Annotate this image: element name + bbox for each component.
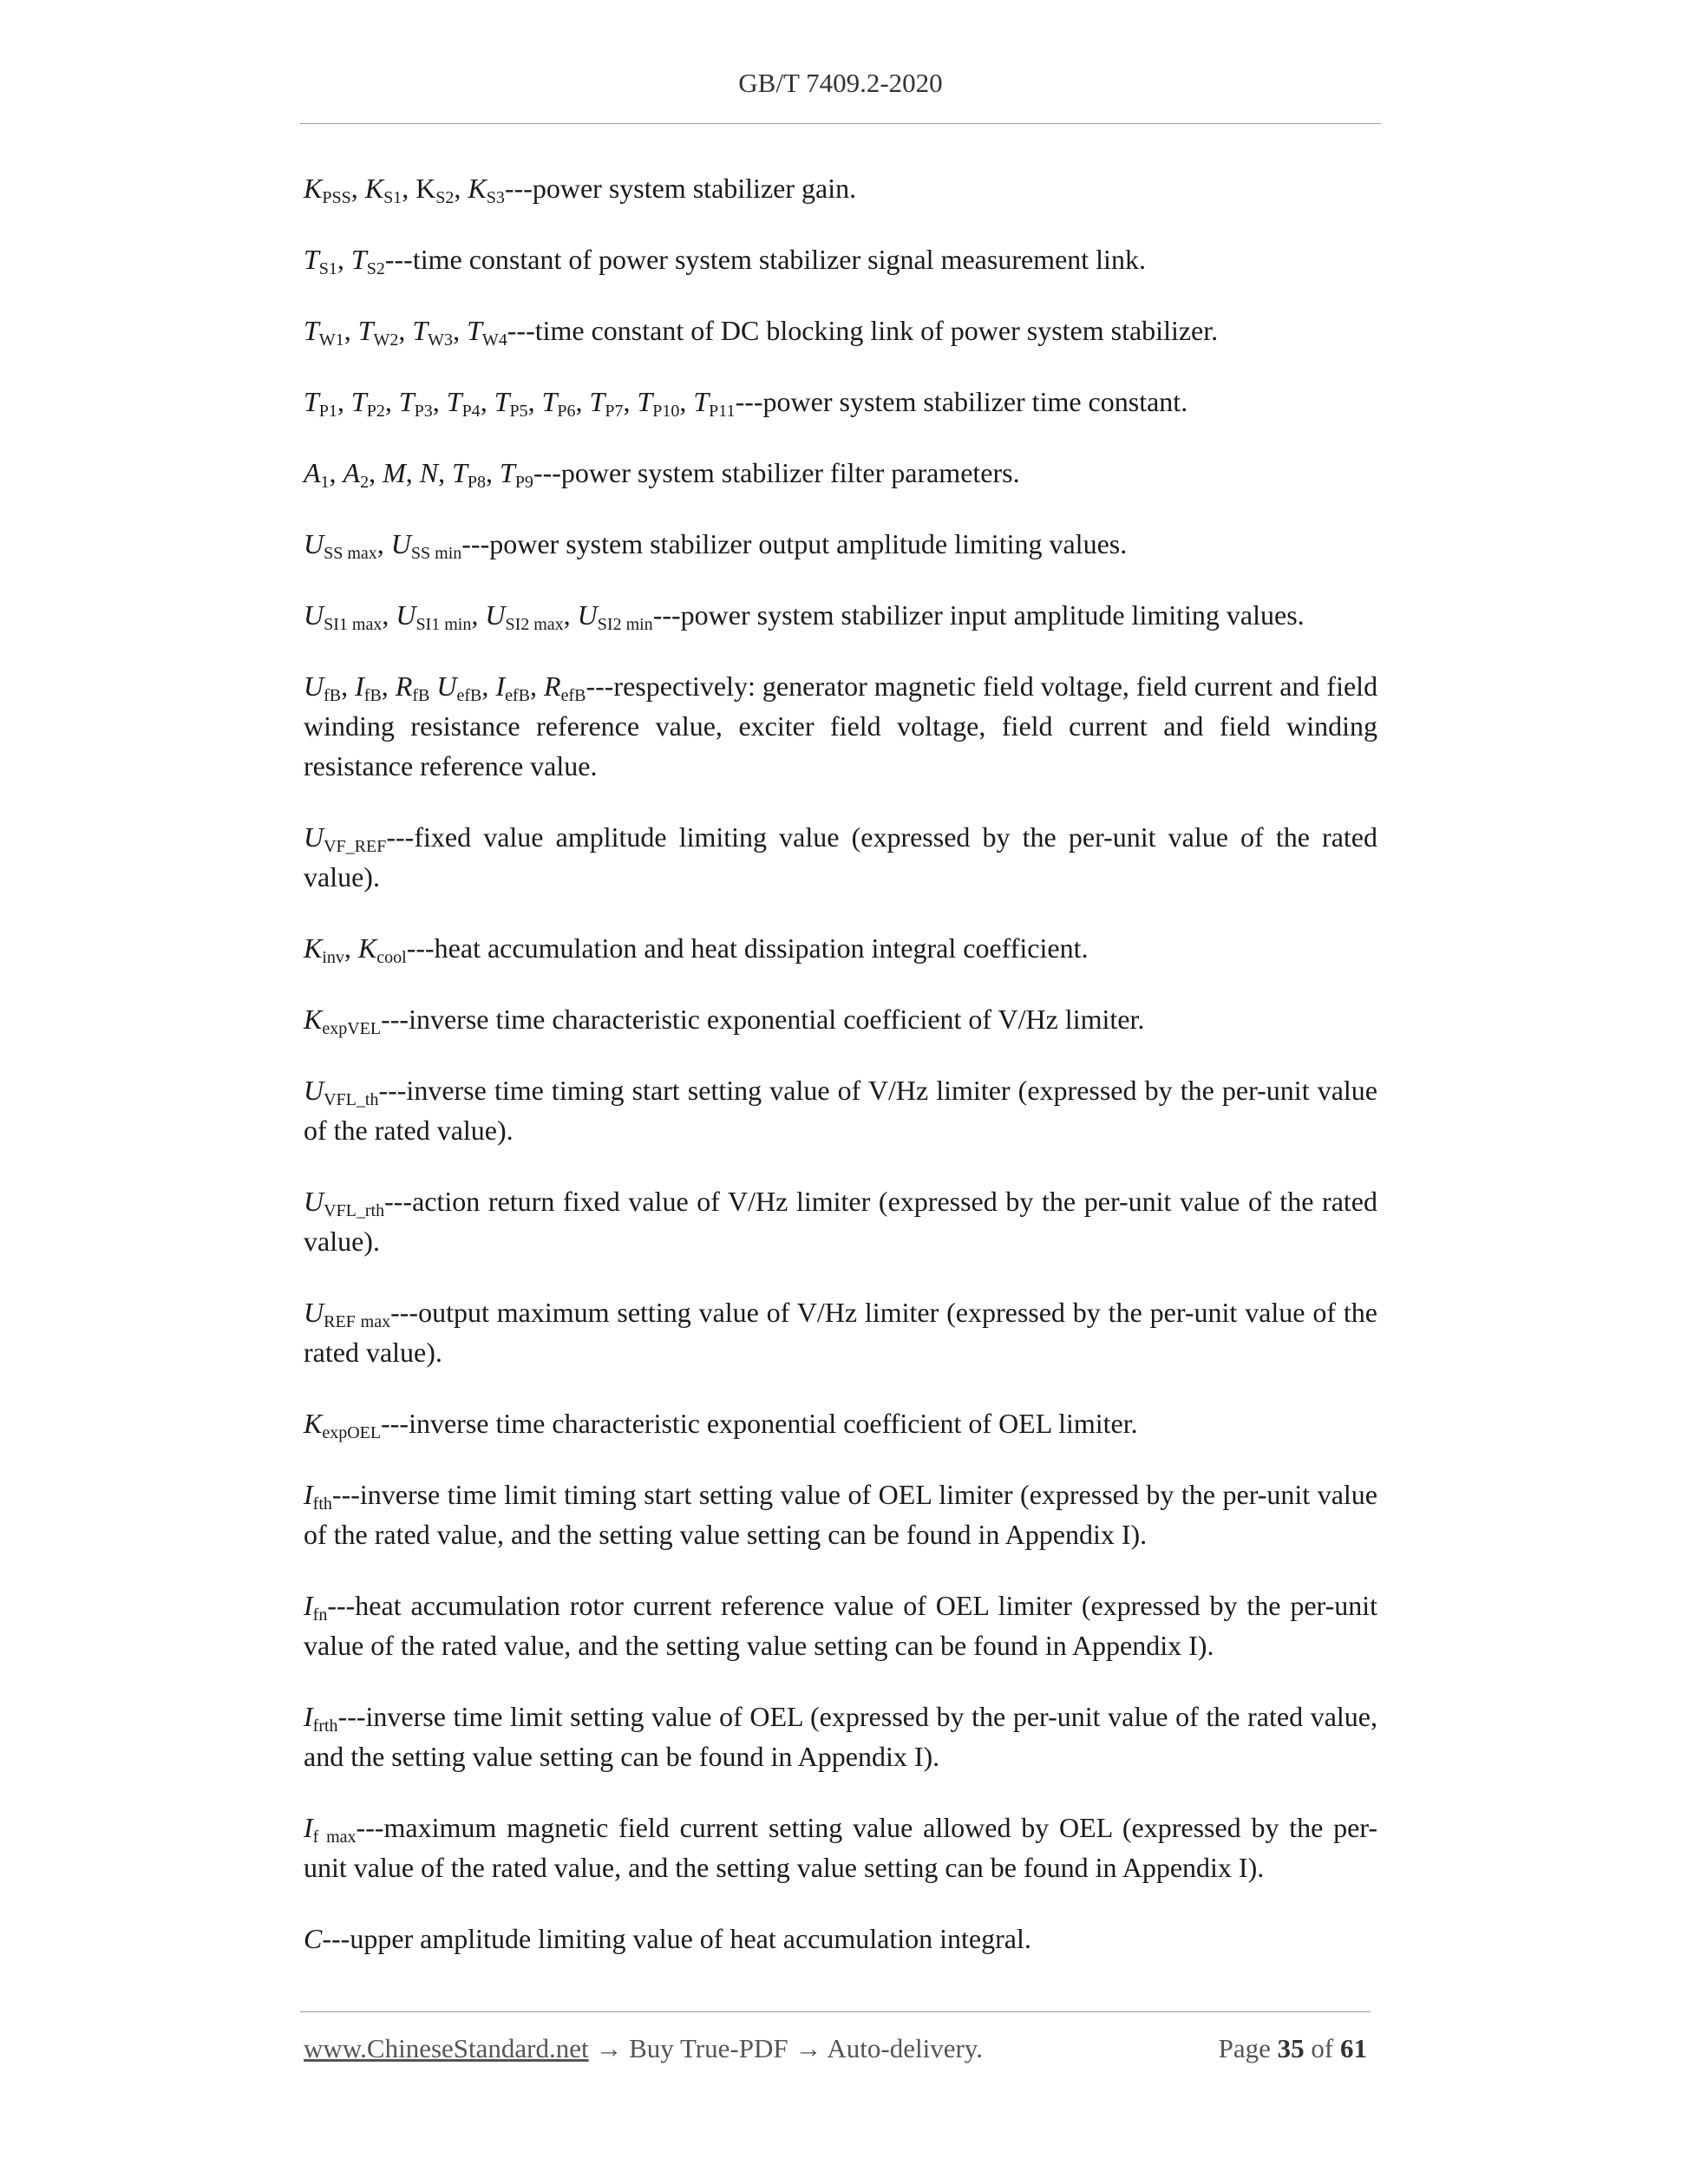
symbol-definition [304,1919,1377,1958]
symbol-subscript: fB [324,686,342,705]
symbol-subscript: W4 [481,330,507,350]
symbol [412,315,454,350]
symbol-separator: , [471,599,486,631]
definition-text: ---power system stabilizer time constant. [735,386,1188,417]
symbol-separator: , [438,457,453,488]
symbol-subscript: VFL_rth [324,1201,385,1220]
symbol-separator: , [343,932,358,964]
symbol-subscript: P1 [318,402,337,421]
definition-text: ---inverse time limit setting value of OEL (expressed by the per-unit value of the rated value, and the setting value setting can be found in Appendix I). [304,1701,1377,1772]
definition-text: ---inverse time limit timing start setting value of OEL limiter (expressed by the per-unit value of the rated value, and the setting value setting can be found in Appendix I). [304,1479,1377,1550]
symbol [304,1186,385,1220]
symbol-letter: K [415,173,436,204]
symbol-definition [304,382,1377,422]
symbol-letter: T [350,244,367,275]
symbol-letter: A [343,457,361,488]
symbol [693,386,736,421]
symbol-letter: U [577,599,598,631]
symbol-subscript: REF max [324,1312,391,1331]
symbol-letter: K [364,173,384,204]
symbol-definition [304,524,1377,564]
symbol-separator: , [337,244,351,275]
symbol [304,1408,382,1442]
symbol-subscript: P3 [414,402,433,421]
symbol-definition [304,1292,1377,1372]
symbol-subscript: P5 [509,402,528,421]
symbol-letter: T [350,386,367,417]
symbol-separator: , [381,670,396,702]
symbol [589,386,624,421]
symbol-definition [304,1586,1377,1665]
buy-pdf-text: Buy True-PDF [629,2033,788,2063]
symbol-separator: , [480,386,494,417]
footer-divider [300,2011,1371,2012]
symbol-subscript: P7 [605,402,624,421]
symbol-subscript: P2 [366,402,385,421]
symbol-subscript: P11 [709,402,736,421]
symbol [420,457,438,488]
definition-text: ---output maximum setting value of V/Hz limiter (expressed by the per-unit value of the rated value). [304,1297,1377,1368]
symbol [495,670,530,705]
symbol-definition [304,1403,1377,1443]
symbol-letter: A [304,457,321,488]
symbol [485,599,564,634]
symbol-definition [304,1181,1377,1261]
symbol-separator: , [529,670,545,702]
symbol [398,386,433,421]
symbol-letter: K [304,1004,323,1035]
symbol-subscript: SS max [324,544,377,563]
footer-promo [304,2033,983,2064]
symbol [343,457,370,492]
symbol-separator: , [337,386,351,417]
symbol [304,457,330,492]
symbol-letter: I [355,670,364,702]
symbol-letter: T [494,386,510,417]
symbol [304,386,337,421]
symbol-letter: T [304,244,319,275]
symbol-letter: U [436,670,457,702]
symbol-subscript: efB [560,686,586,705]
definition-text: ---action return fixed value of V/Hz limiter (expressed by the per-unit value of the rated value). [304,1186,1377,1257]
symbol [357,315,399,350]
symbol-definitions [304,168,1377,1990]
symbol-subscript: fn [312,1605,328,1625]
symbol-subscript: SS min [410,544,462,563]
symbol-subscript: cool [376,948,407,967]
symbol [304,1004,382,1038]
symbol-definition [304,453,1377,493]
symbol-separator: , [575,386,590,417]
symbol-letter: U [304,670,324,702]
symbol [494,386,528,421]
symbol-letter: K [468,173,487,204]
symbol-letter: T [541,386,558,417]
symbol-subscript: expOEL [322,1423,382,1442]
symbol-subscript: P10 [652,402,680,421]
definition-text: ---fixed value amplitude limiting value (expressed by the per-unit value of the rated value). [304,821,1377,893]
symbol-subscript: frth [312,1716,338,1736]
definition-text: ---power system stabilizer output amplitude limiting values. [461,528,1128,559]
symbol [355,670,382,705]
symbol-definition [304,1070,1377,1150]
symbol [396,599,472,634]
definition-text: ---time constant of power system stabilizer signal measurement link. [384,244,1146,275]
symbol [304,173,351,207]
symbol-separator: , [350,173,365,204]
symbol-subscript: f max [312,1828,357,1847]
symbol [304,1479,332,1514]
symbol-separator: , [527,386,542,417]
symbol [452,457,487,492]
symbol-letter: R [395,670,413,702]
symbol-subscript: inv [322,948,344,967]
symbol-letter: T [304,386,319,417]
symbol-definition [304,168,1377,208]
symbol-separator: , [679,386,694,417]
definition-text: ---heat accumulation rotor current reference value of OEL limiter (expressed by the per-unit value of the rated value, and the setting value setting can be found in Appendix I). [304,1590,1377,1661]
symbol-letter: U [396,599,416,631]
symbol [446,386,481,421]
symbol-letter: U [304,528,324,559]
arrow-icon: → [788,2033,828,2063]
symbol-subscript: P6 [557,402,576,421]
symbol-separator: , [453,315,468,346]
definition-text: ---inverse time characteristic exponential coefficient of V/Hz limiter. [381,1004,1145,1035]
symbol-letter: T [693,386,710,417]
symbol [304,1297,391,1331]
of-label: of [1311,2033,1334,2063]
symbol-letter: I [304,1590,313,1621]
symbol-separator: , [329,457,343,488]
symbol-subscript: S1 [383,188,402,207]
definition-text: ---time constant of DC blocking link of power system stabilizer. [507,315,1219,346]
symbol-subscript: P4 [461,402,481,421]
symbol-letter: M [383,457,406,488]
symbol-letter: K [304,1408,323,1439]
symbol-letter: C [304,1923,323,1954]
total-pages: 61 [1340,2033,1367,2063]
site-link[interactable]: www.ChineseStandard.net [304,2033,589,2063]
symbol [467,315,507,350]
symbol-separator: , [382,599,396,631]
symbol-subscript: W1 [318,330,344,350]
symbol [304,315,344,350]
symbol-definition [304,999,1377,1039]
symbol-separator: , [432,386,447,417]
symbol-letter: I [304,1701,313,1732]
symbol [395,670,430,705]
symbol-subscript: S2 [366,259,385,278]
symbol [350,386,385,421]
symbol [468,173,505,207]
symbol-letter: U [304,1297,324,1328]
symbol [304,1701,338,1736]
symbol-separator: , [486,457,501,488]
symbol-subscript: 1 [320,473,330,492]
definition-text: ---power system stabilizer gain. [504,173,857,204]
definition-text: ---inverse time characteristic exponential coefficient of OEL limiter. [381,1408,1138,1439]
symbol [304,599,383,634]
symbol-letter: T [304,315,319,346]
symbol-separator: , [384,386,399,417]
symbol-separator: , [402,173,416,204]
page-label: Page [1218,2033,1271,2063]
definition-text: ---heat accumulation and heat dissipation integral coefficient. [406,932,1089,964]
symbol-letter: K [304,173,323,204]
symbol-subscript: S2 [435,188,455,207]
symbol [357,932,407,967]
symbol-letter: K [357,932,377,964]
symbol-separator: , [343,315,358,346]
symbol-separator: , [376,528,391,559]
symbol-separator: , [369,457,383,488]
symbol-subscript: 2 [360,473,370,492]
symbol-subscript: fB [363,686,382,705]
symbol-letter: K [304,932,323,964]
symbol-subscript: SI1 min [415,615,472,634]
symbol-subscript: efB [505,686,530,705]
symbol-separator: , [398,315,413,346]
symbol [541,386,576,421]
symbol [304,932,344,967]
definition-text: ---upper amplitude limiting value of heat accumulation integral. [322,1923,1031,1954]
symbol [577,599,653,634]
symbol-letter: T [467,315,482,346]
symbol-separator: , [481,670,496,702]
symbol [304,528,377,563]
symbol-subscript: VFL_th [324,1090,379,1109]
symbol-subscript: W2 [373,330,399,350]
symbol-subscript: S3 [486,188,505,207]
symbol-separator: , [405,457,420,488]
symbol-subscript: W3 [428,330,454,350]
arrow-icon: → [588,2033,630,2063]
definition-text: ---maximum magnetic field current setting value allowed by OEL (expressed by the per-unit value of the rated value, and the setting value setting can be found in Appendix I). [304,1812,1378,1883]
page-indicator [1219,2033,1367,2064]
symbol-subscript: P9 [514,473,533,492]
symbol-definition [304,1475,1377,1554]
symbol-letter: I [304,1812,313,1843]
symbol-letter: N [419,457,439,488]
header-divider [300,123,1381,124]
symbol-subscript: SI2 min [597,615,653,634]
symbol-letter: R [544,670,561,702]
symbol [304,1075,379,1109]
symbol [500,457,533,492]
symbol-letter: T [452,457,468,488]
symbol [304,244,337,278]
symbol-definition [304,817,1377,897]
current-page: 35 [1277,2033,1305,2063]
symbol-definition [304,928,1377,968]
symbol-separator: , [454,173,468,204]
symbol-letter: U [304,599,324,631]
symbol-subscript: fB [412,686,430,705]
symbol-definition [304,1697,1377,1776]
symbol-subscript: VF_REF [324,837,387,856]
symbol-definition [304,239,1377,279]
symbol [364,173,402,207]
page-header: GB/T 7409.2-2020 [738,68,943,98]
definition-text: ---power system stabilizer input amplitude limiting values. [652,599,1305,631]
symbol-letter: T [589,386,605,417]
symbol [304,821,387,856]
symbol-definition [304,595,1377,635]
symbol-letter: U [485,599,506,631]
symbol-letter: U [390,528,411,559]
symbol-letter: T [637,386,653,417]
definition-text: ---power system stabilizer filter parameters. [533,457,1020,488]
symbol-letter: T [357,315,374,346]
symbol-letter: U [304,821,324,853]
symbol [544,670,586,705]
symbol-subscript: PSS [322,188,351,207]
symbol [304,1923,322,1954]
symbol-subscript: SI2 max [505,615,564,634]
symbol [390,528,462,563]
symbol [436,670,482,705]
symbol-separator: , [623,386,638,417]
definition-text: ---inverse time timing start setting value of V/Hz limiter (expressed by the per-unit value of the rated value). [304,1075,1377,1146]
symbol-subscript: efB [456,686,482,705]
symbol-subscript: S1 [318,259,337,278]
auto-delivery-text: Auto-delivery. [827,2033,984,2063]
symbol-definition [304,311,1377,350]
symbol [304,670,342,705]
symbol [304,1812,357,1847]
symbol [637,386,680,421]
symbol-letter: U [304,1075,324,1106]
symbol-letter: U [304,1186,324,1217]
symbol [383,457,406,488]
definition-text: ---respectively: generator magnetic field voltage, field current and field winding resistance reference value, exciter field voltage, field current and field winding resistance reference value. [304,670,1378,781]
symbol-definition [304,1808,1377,1887]
symbol-definition [304,666,1377,786]
symbol-separator: , [563,599,578,631]
symbol-letter: I [495,670,506,702]
symbol-subscript: expVEL [322,1019,382,1038]
symbol-letter: T [398,386,415,417]
symbol-separator: , [341,670,356,702]
symbol-subscript: fth [312,1494,332,1514]
symbol [304,1590,328,1625]
symbol-letter: T [446,386,462,417]
symbol [350,244,385,278]
symbol-subscript: SI1 max [324,615,383,634]
symbol-letter: I [304,1479,313,1510]
symbol-subscript: P8 [467,473,487,492]
symbol [415,173,455,207]
symbol-letter: T [412,315,429,346]
symbol-letter: T [500,457,515,488]
